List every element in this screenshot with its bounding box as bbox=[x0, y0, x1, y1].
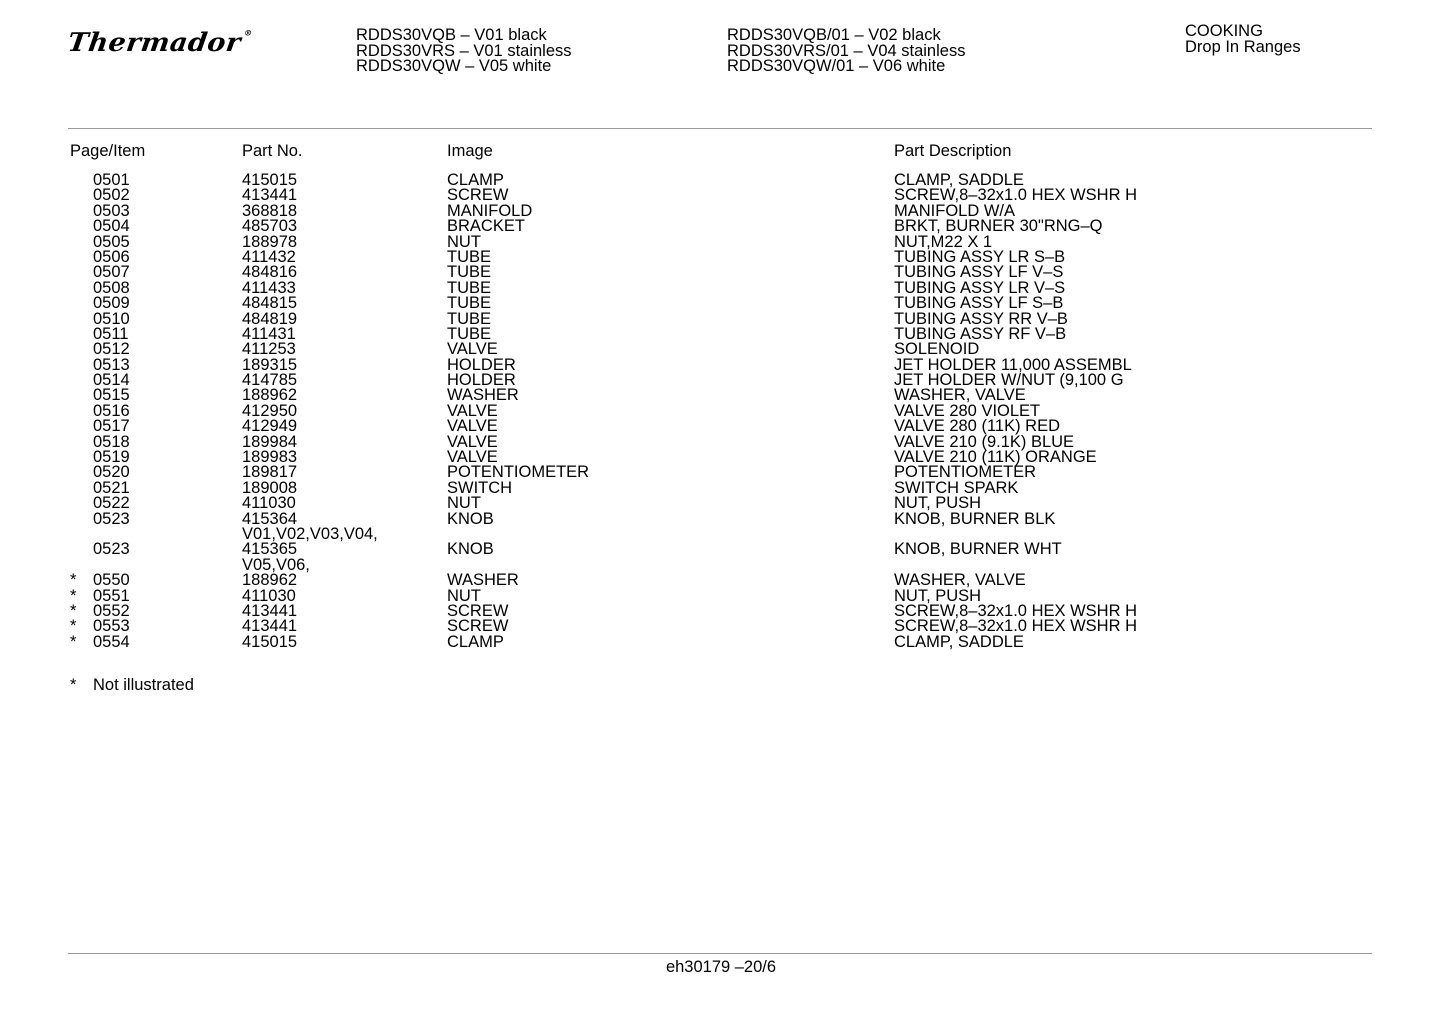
part-description: TUBING ASSY LR V–S bbox=[894, 278, 1066, 297]
image-name: KNOB bbox=[447, 509, 494, 528]
item-number: 0519 bbox=[93, 448, 130, 467]
column-header-page-item: Page/Item bbox=[70, 142, 146, 160]
part-number: 415015 bbox=[242, 632, 298, 651]
image-name: SWITCH bbox=[447, 478, 513, 497]
item-number: 0508 bbox=[93, 278, 130, 297]
part-number: 485703 bbox=[242, 217, 298, 236]
part-number: 189008 bbox=[242, 478, 298, 497]
part-number: 411030 bbox=[242, 586, 296, 605]
image-name: TUBE bbox=[447, 247, 492, 266]
table-row bbox=[0, 388, 1442, 403]
document-number: eh30179 –20/6 bbox=[665, 958, 777, 976]
part-number: 413441 bbox=[242, 601, 298, 620]
part-number: 189983 bbox=[242, 448, 298, 467]
part-description: BRKT, BURNER 30"RNG–Q bbox=[894, 217, 1103, 236]
item-number: 0504 bbox=[93, 217, 130, 236]
part-description: SCREW,8–32x1.0 HEX WSHR H bbox=[894, 186, 1137, 205]
image-name: MANIFOLD bbox=[447, 201, 533, 220]
part-description: TUBING ASSY LR S–B bbox=[894, 247, 1066, 266]
table-row bbox=[0, 309, 1442, 328]
image-name: HOLDER bbox=[447, 371, 516, 390]
part-number: 412949 bbox=[242, 417, 298, 436]
image-name: NUT bbox=[447, 232, 481, 251]
item-number: 0515 bbox=[93, 386, 130, 405]
item-number: 0502 bbox=[93, 186, 130, 205]
table-row bbox=[0, 232, 1442, 251]
row-star: * bbox=[70, 571, 77, 590]
part-description: JET HOLDER 11,000 ASSEMBL bbox=[894, 355, 1132, 374]
part-number: 484815 bbox=[242, 294, 298, 313]
item-number: 0550 bbox=[93, 571, 130, 590]
item-number: 0520 bbox=[93, 463, 130, 482]
image-name: SCREW bbox=[447, 601, 509, 620]
item-number: 0503 bbox=[93, 201, 130, 220]
model-line: RDDS30VRS/01 – V04 stainless bbox=[727, 41, 966, 60]
table-row bbox=[0, 342, 1442, 357]
item-number: 0514 bbox=[93, 371, 130, 390]
item-number: 0516 bbox=[93, 401, 130, 420]
model-list-right bbox=[727, 28, 965, 75]
part-description: SCREW,8–32x1.0 HEX WSHR H bbox=[894, 601, 1137, 620]
item-number: 0554 bbox=[93, 632, 130, 651]
registered-mark: ® bbox=[243, 28, 254, 38]
image-name: VALVE bbox=[447, 417, 498, 436]
table-row bbox=[0, 265, 1442, 280]
table-row bbox=[0, 419, 1442, 434]
category-line1: COOKING bbox=[1185, 22, 1263, 40]
image-name: VALVE bbox=[447, 432, 498, 451]
row-star: * bbox=[70, 586, 77, 605]
model-line: RDDS30VQB – V01 black bbox=[356, 26, 547, 44]
table-row bbox=[0, 509, 1442, 528]
item-number: 0553 bbox=[93, 617, 130, 636]
part-number: 188962 bbox=[242, 386, 298, 405]
part-description: SWITCH SPARK bbox=[894, 478, 1019, 497]
part-description: VALVE 210 (9.1K) BLUE bbox=[894, 432, 1075, 451]
item-number: 0523 bbox=[93, 540, 130, 559]
part-number: 415364 bbox=[242, 509, 298, 528]
column-header-part-no: Part No. bbox=[242, 142, 303, 160]
part-description: WASHER, VALVE bbox=[894, 571, 1026, 590]
table-row bbox=[0, 573, 1442, 588]
item-number: 0501 bbox=[93, 171, 130, 189]
footer-divider bbox=[68, 953, 1372, 954]
part-number: 411431 bbox=[242, 324, 296, 343]
part-description: SCREW,8–32x1.0 HEX WSHR H bbox=[894, 617, 1137, 636]
image-name: TUBE bbox=[447, 309, 492, 328]
model-line: RDDS30VQW – V05 white bbox=[356, 57, 552, 75]
table-row bbox=[0, 478, 1442, 497]
table-row bbox=[0, 401, 1442, 420]
table-row bbox=[0, 601, 1442, 620]
item-number: 0518 bbox=[93, 432, 130, 451]
table-row bbox=[0, 201, 1442, 220]
item-number: 0521 bbox=[93, 478, 130, 497]
model-line: RDDS30VQB/01 – V02 black bbox=[727, 26, 941, 44]
thermador-logo bbox=[66, 28, 253, 57]
part-number: 415015 bbox=[242, 171, 298, 189]
image-name: KNOB bbox=[447, 540, 494, 559]
part-description: POTENTIOMETER bbox=[894, 463, 1037, 482]
table-row bbox=[0, 173, 1442, 188]
table-row bbox=[0, 296, 1442, 311]
part-number: V01,V02,V03,V04, bbox=[242, 524, 378, 543]
image-name: POTENTIOMETER bbox=[447, 463, 590, 482]
table-row bbox=[0, 219, 1442, 234]
image-name: VALVE bbox=[447, 401, 498, 420]
model-list-left bbox=[356, 28, 572, 75]
part-description: NUT,M22 X 1 bbox=[894, 232, 993, 251]
parts-table bbox=[0, 173, 1442, 650]
part-number: V05,V06, bbox=[242, 555, 310, 574]
part-number: 188978 bbox=[242, 232, 298, 251]
part-number: 411253 bbox=[242, 340, 296, 359]
part-description: MANIFOLD W/A bbox=[894, 201, 1016, 220]
part-number: 189315 bbox=[242, 355, 298, 374]
table-row bbox=[0, 324, 1442, 343]
image-name: SCREW bbox=[447, 186, 509, 205]
part-description: SOLENOID bbox=[894, 340, 980, 359]
item-number: 0513 bbox=[93, 355, 130, 374]
table-row bbox=[0, 632, 1442, 651]
image-name: TUBE bbox=[447, 278, 492, 297]
item-number: 0507 bbox=[93, 263, 130, 282]
table-row bbox=[0, 555, 1442, 574]
part-number: 412950 bbox=[242, 401, 298, 420]
item-number: 0523 bbox=[93, 509, 130, 528]
table-row bbox=[0, 432, 1442, 451]
model-line: RDDS30VRS – V01 stainless bbox=[356, 41, 572, 60]
row-star: * bbox=[70, 601, 77, 620]
table-row bbox=[0, 247, 1442, 266]
column-header-description: Part Description bbox=[894, 142, 1012, 160]
footnote-star: * bbox=[70, 676, 77, 694]
item-number: 0512 bbox=[93, 340, 130, 359]
image-name: NUT bbox=[447, 586, 481, 605]
part-description: TUBING ASSY LF V–S bbox=[894, 263, 1064, 282]
part-number: 188962 bbox=[242, 571, 298, 590]
part-number: 411030 bbox=[242, 494, 296, 513]
part-description: TUBING ASSY RR V–B bbox=[894, 309, 1068, 328]
image-name: SCREW bbox=[447, 617, 509, 636]
table-row bbox=[0, 524, 1442, 543]
part-description: CLAMP, SADDLE bbox=[894, 171, 1024, 189]
image-name: WASHER bbox=[447, 386, 519, 405]
part-number: 411432 bbox=[242, 247, 296, 266]
image-name: VALVE bbox=[447, 448, 498, 467]
table-row bbox=[0, 586, 1442, 605]
part-number: 189984 bbox=[242, 432, 298, 451]
part-description: KNOB, BURNER WHT bbox=[894, 540, 1062, 559]
row-star: * bbox=[70, 617, 77, 636]
image-name: HOLDER bbox=[447, 355, 516, 374]
part-description: KNOB, BURNER BLK bbox=[894, 509, 1056, 528]
footnote-text: Not illustrated bbox=[93, 676, 194, 694]
part-number: 411433 bbox=[242, 278, 296, 297]
category-line2: Drop In Ranges bbox=[1185, 37, 1301, 56]
item-number: 0551 bbox=[93, 586, 130, 605]
category-label bbox=[1185, 24, 1301, 55]
table-row bbox=[0, 619, 1442, 634]
item-number: 0511 bbox=[93, 324, 129, 343]
part-number: 484819 bbox=[242, 309, 298, 328]
table-row bbox=[0, 450, 1442, 465]
item-number: 0552 bbox=[93, 601, 130, 620]
image-name: CLAMP bbox=[447, 632, 504, 651]
part-number: 413441 bbox=[242, 617, 298, 636]
item-number: 0506 bbox=[93, 247, 130, 266]
table-row bbox=[0, 188, 1442, 203]
image-name: BRACKET bbox=[447, 217, 525, 236]
column-header-image: Image bbox=[447, 142, 493, 160]
image-name: TUBE bbox=[447, 294, 492, 313]
image-name: VALVE bbox=[447, 340, 498, 359]
row-star: * bbox=[70, 632, 77, 651]
item-number: 0517 bbox=[93, 417, 130, 436]
part-number: 368818 bbox=[242, 201, 298, 220]
table-row bbox=[0, 355, 1442, 374]
table-row bbox=[0, 278, 1442, 297]
part-description: JET HOLDER W/NUT (9,100 G bbox=[894, 371, 1124, 390]
part-description: TUBING ASSY LF S–B bbox=[894, 294, 1064, 313]
image-name: CLAMP bbox=[447, 171, 504, 189]
brand-name: Thermador bbox=[65, 28, 243, 58]
table-row bbox=[0, 465, 1442, 480]
part-description: VALVE 280 VIOLET bbox=[894, 401, 1041, 420]
part-description: WASHER, VALVE bbox=[894, 386, 1026, 405]
table-row bbox=[0, 496, 1442, 511]
item-number: 0522 bbox=[93, 494, 130, 513]
image-name: TUBE bbox=[447, 324, 492, 343]
part-description: VALVE 280 (11K) RED bbox=[894, 417, 1060, 436]
part-description: VALVE 210 (11K) ORANGE bbox=[894, 448, 1097, 467]
table-row bbox=[0, 542, 1442, 557]
item-number: 0505 bbox=[93, 232, 130, 251]
item-number: 0510 bbox=[93, 309, 130, 328]
image-name: TUBE bbox=[447, 263, 492, 282]
part-description: NUT, PUSH bbox=[894, 586, 982, 605]
part-description: NUT, PUSH bbox=[894, 494, 982, 513]
model-line: RDDS30VQW/01 – V06 white bbox=[727, 57, 946, 75]
part-number: 413441 bbox=[242, 186, 298, 205]
part-number: 414785 bbox=[242, 371, 298, 390]
footnote bbox=[70, 676, 194, 695]
image-name: WASHER bbox=[447, 571, 519, 590]
part-description: TUBING ASSY RF V–B bbox=[894, 324, 1067, 343]
image-name: NUT bbox=[447, 494, 481, 513]
part-description: CLAMP, SADDLE bbox=[894, 632, 1024, 651]
item-number: 0509 bbox=[93, 294, 130, 313]
part-number: 415365 bbox=[242, 540, 298, 559]
table-row bbox=[0, 373, 1442, 388]
part-number: 484816 bbox=[242, 263, 298, 282]
header-divider bbox=[68, 128, 1372, 129]
part-number: 189817 bbox=[242, 463, 298, 482]
